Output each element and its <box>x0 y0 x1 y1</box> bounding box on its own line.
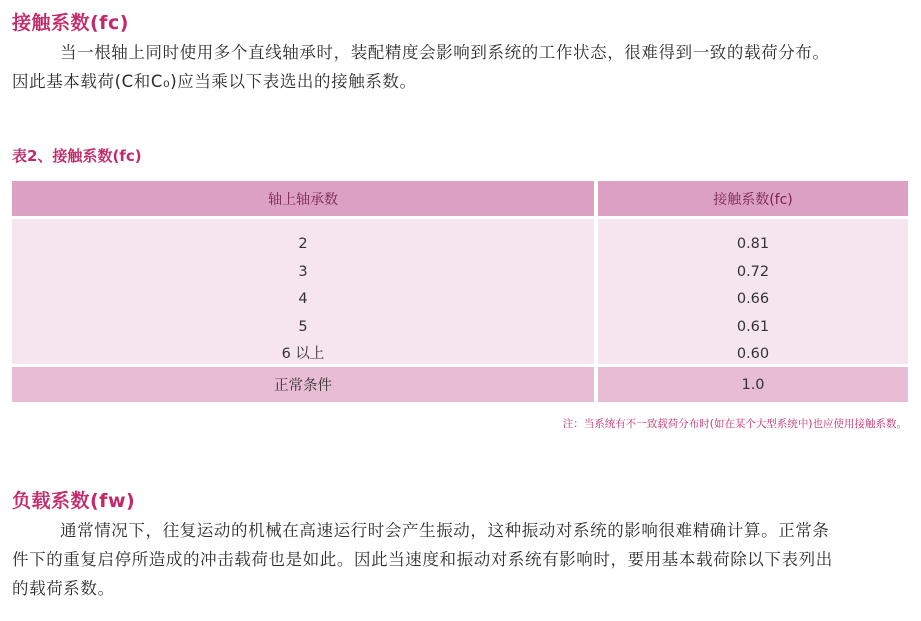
table-note: 注：当系统有不一致载荷分布时(如在某个大型系统中)也应使用接触系数。 <box>562 418 907 430</box>
table-caption: 表2、接触系数(fc) <box>12 147 142 165</box>
table-cell-coef: 0.60 <box>736 346 770 362</box>
table-cell-count: 5 <box>298 318 308 335</box>
paragraph-line: 的载荷系数。 <box>12 579 115 598</box>
table-footer-row <box>12 367 908 402</box>
table-body <box>12 219 908 364</box>
footer-label: 正常条件 <box>12 367 594 402</box>
table-cell-coef: 0.81 <box>736 236 770 252</box>
table-cell-count: 2 <box>298 236 308 252</box>
table-cell-count: 4 <box>298 291 308 307</box>
column-header-bearing-count: 轴上轴承数 <box>12 181 594 216</box>
paragraph-line: 当一根轴上同时使用多个直线轴承时，装配精度会影响到系统的工作状态，很难得到一致的载荷分布。 <box>60 43 830 62</box>
paragraph-line: 因此基本载荷(C和C₀)应当乘以下表选出的接触系数。 <box>12 72 417 91</box>
section-title-contact-coefficient: 接触系数(fc) <box>12 12 129 34</box>
contact-coefficient-paragraph <box>12 38 912 96</box>
section-title-load-coefficient: 负载系数(fw) <box>12 490 136 512</box>
table-cell-count: 3 <box>298 263 308 280</box>
paragraph-line: 通常情况下，往复运动的机械在高速运行时会产生振动，这种振动对系统的影响很难精确计算。正常条 <box>60 521 830 540</box>
table-cell-coef: 0.66 <box>736 291 770 307</box>
footer-value: 1.0 <box>598 367 908 402</box>
contact-coefficient-table <box>12 181 908 402</box>
table-cell-coef: 0.72 <box>736 263 770 280</box>
table-header-row <box>12 181 908 216</box>
table-cell-coef: 0.61 <box>736 318 770 335</box>
contact-coefficient-column <box>598 219 908 364</box>
paragraph-line: 件下的重复启停所造成的冲击载荷也是如此。因此当速度和振动对系统有影响时，要用基本载荷除以下表列出 <box>12 550 833 569</box>
column-header-contact-coefficient: 接触系数(fc) <box>598 181 908 216</box>
table-cell-count: 6 以上 <box>281 346 325 362</box>
bearing-count-column <box>12 219 594 364</box>
load-coefficient-paragraph <box>12 516 912 603</box>
